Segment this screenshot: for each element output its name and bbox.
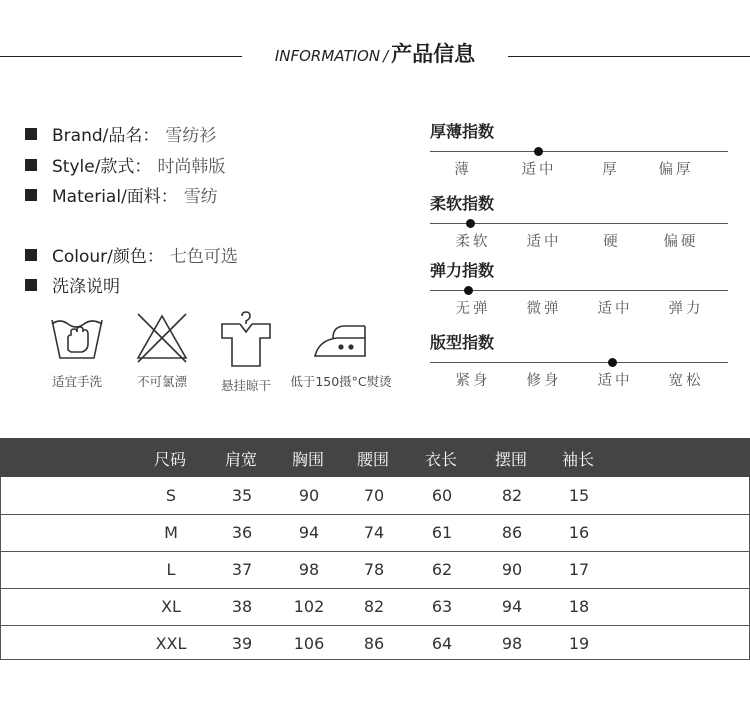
- size-table-body: [0, 477, 750, 660]
- index-marker: [608, 358, 617, 367]
- index-marker: [464, 286, 473, 295]
- table-cell: 60: [431, 486, 453, 505]
- index-option: 修身: [526, 373, 562, 389]
- table-cell: 18: [568, 597, 590, 616]
- index-marker: [466, 219, 475, 228]
- bullet-square: [25, 189, 37, 201]
- info-label: 洗涤说明: [52, 277, 120, 297]
- care-label: 适宜手洗: [51, 374, 102, 389]
- table-cell: 37: [231, 560, 253, 579]
- table-row: [1, 625, 749, 662]
- info-label: Colour/颜色：: [52, 247, 164, 267]
- table-cell: 15: [568, 486, 590, 505]
- info-label: Brand/品名：: [52, 126, 160, 146]
- index-marker: [534, 147, 543, 156]
- index-option: 紧身: [455, 373, 491, 389]
- table-cell: 17: [568, 560, 590, 579]
- index-option: 厚: [602, 162, 620, 178]
- care-hand-wash: [32, 310, 122, 390]
- care-iron: [284, 310, 398, 390]
- table-cell: S: [165, 486, 177, 505]
- info-value: 雪纺衫: [165, 126, 217, 146]
- table-row: [1, 551, 749, 589]
- header-waist: 腰围: [356, 450, 389, 469]
- index-title-softness: 柔软指数: [430, 194, 495, 213]
- index-option: 弹力: [668, 301, 704, 317]
- care-hang-dry: [201, 310, 291, 394]
- table-cell: 35: [231, 486, 253, 505]
- table-cell: 38: [231, 597, 253, 616]
- care-no-bleach: [117, 310, 207, 390]
- care-label: 悬挂晾干: [220, 378, 271, 393]
- index-line: [430, 362, 728, 363]
- table-cell: 70: [363, 486, 385, 505]
- table-cell: 63: [431, 597, 453, 616]
- info-label: Style/款式：: [52, 157, 152, 177]
- info-colour: [25, 242, 238, 267]
- table-cell: 19: [568, 634, 590, 653]
- header-shoulder: 肩宽: [224, 450, 257, 469]
- index-option: 适中: [597, 373, 633, 389]
- table-cell: L: [166, 560, 176, 579]
- info-wash: [25, 272, 120, 297]
- index-option: 薄: [454, 162, 472, 178]
- index-option: 无弹: [455, 301, 491, 317]
- header-sleeve: 袖长: [561, 450, 594, 469]
- title-separator: /: [383, 47, 389, 65]
- index-line: [430, 151, 728, 152]
- bullet-square: [25, 159, 37, 171]
- table-cell: 90: [298, 486, 320, 505]
- table-cell: 94: [298, 523, 320, 542]
- index-option: 适中: [521, 162, 557, 178]
- index-option: 偏厚: [658, 162, 694, 178]
- table-cell: 98: [501, 634, 523, 653]
- size-table-header: [0, 438, 750, 477]
- table-cell: 78: [363, 560, 385, 579]
- table-cell: 82: [501, 486, 523, 505]
- table-cell: M: [164, 523, 178, 542]
- table-cell: 74: [363, 523, 385, 542]
- iron-low-icon: [311, 310, 371, 364]
- table-cell: 16: [568, 523, 590, 542]
- care-label: 低于150摄°C熨烫: [290, 374, 392, 389]
- index-option: 硬: [603, 234, 621, 250]
- table-cell: XL: [161, 597, 181, 616]
- index-title-elasticity: 弹力指数: [430, 261, 495, 280]
- info-style: [25, 152, 225, 177]
- index-option: 适中: [526, 234, 562, 250]
- table-cell: 90: [501, 560, 523, 579]
- table-cell: 102: [293, 597, 325, 616]
- hand-wash-icon: [47, 310, 107, 364]
- page-title: [0, 38, 750, 68]
- table-cell: 86: [363, 634, 385, 653]
- table-cell: 82: [363, 597, 385, 616]
- title-zh: 产品信息: [391, 42, 476, 66]
- header-size: 尺码: [153, 450, 186, 469]
- index-option: 宽松: [668, 373, 704, 389]
- bullet-square: [25, 249, 37, 261]
- info-value: 时尚韩版: [157, 157, 226, 177]
- table-cell: 86: [501, 523, 523, 542]
- info-value: 七色可选: [169, 247, 238, 267]
- table-cell: 106: [293, 634, 325, 653]
- table-cell: XXL: [155, 634, 187, 653]
- no-bleach-icon: [132, 310, 192, 364]
- hang-dry-icon: [216, 310, 276, 368]
- info-label: Material/面料：: [52, 187, 178, 207]
- care-label: 不可氯漂: [136, 374, 187, 389]
- table-cell: 98: [298, 560, 320, 579]
- table-cell: 61: [431, 523, 453, 542]
- index-title-fit: 版型指数: [430, 333, 495, 352]
- index-title-thickness: 厚薄指数: [430, 122, 495, 141]
- title-en: INFORMATION: [274, 47, 381, 65]
- table-cell: 62: [431, 560, 453, 579]
- info-brand: [25, 121, 216, 146]
- header-length: 衣长: [424, 450, 457, 469]
- table-row: [1, 514, 749, 552]
- index-option: 适中: [597, 301, 633, 317]
- table-cell: 94: [501, 597, 523, 616]
- index-option: 微弹: [526, 301, 562, 317]
- table-row: [1, 588, 749, 626]
- index-line: [430, 290, 728, 291]
- table-cell: 36: [231, 523, 253, 542]
- table-cell: 64: [431, 634, 453, 653]
- info-value: 雪纺: [183, 187, 218, 207]
- info-material: [25, 182, 218, 207]
- bullet-square: [25, 279, 37, 291]
- table-cell: 39: [231, 634, 253, 653]
- table-row: [1, 477, 749, 515]
- bullet-square: [25, 128, 37, 140]
- index-option: 偏硬: [663, 234, 699, 250]
- header-bust: 胸围: [291, 450, 324, 469]
- header-hem: 摆围: [494, 450, 527, 469]
- index-option: 柔软: [455, 234, 491, 250]
